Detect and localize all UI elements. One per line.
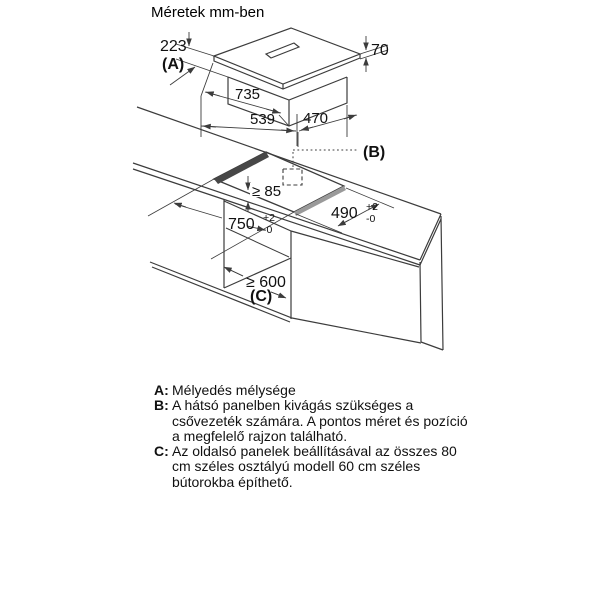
footnote-C-key: C: <box>154 443 169 460</box>
dim-750-tol-plus: +2 <box>263 212 275 224</box>
footnote-A-text: Mélyedés mélysége <box>172 382 296 398</box>
pipe-cutout-callout <box>283 132 357 185</box>
hob-drawing <box>170 28 388 146</box>
dim-490-label: 490 <box>331 205 358 222</box>
footnote-B <box>154 398 484 444</box>
dim-223-label: 223 <box>160 38 187 55</box>
cabinet-side-panel <box>421 216 443 350</box>
dim-85-label: ≥ 85 <box>252 183 282 200</box>
footnote-A-key: A: <box>154 382 169 398</box>
footnote-B-text: A hátsó panelben kivágás szükséges a csővezeték számára. A pontos méret és pozíció a megfelelő rajzon található. <box>172 397 468 444</box>
cabinet-door <box>291 231 421 342</box>
footnote-A <box>154 383 484 398</box>
cabinet-drawing <box>133 107 443 350</box>
pipe-cutout-dashed <box>283 169 302 185</box>
dim-735-label: 735 <box>235 86 261 103</box>
dim-470-label: 470 <box>303 110 329 127</box>
cutout-inner-back-wall <box>214 152 269 184</box>
dim-490-tol-minus: -0 <box>366 213 376 225</box>
dim-600-label: ≥ 600 <box>246 274 286 291</box>
dim-70-label: 70 <box>371 42 389 59</box>
dim-750-label: 750 <box>228 216 255 233</box>
footnote-C <box>154 444 484 490</box>
dim-C-key: (C) <box>250 288 273 305</box>
page-title: Méretek mm-ben <box>151 4 265 21</box>
dim-490-tol-plus: +2 <box>366 201 378 213</box>
footnote-B-key: B: <box>154 397 169 414</box>
footnote-C-text: Az oldalsó panelek beállításával az összes 80 cm széles osztályú modell 60 cm széles bútorokba építhető. <box>172 443 457 490</box>
hob-glass-top <box>214 28 360 84</box>
callout-B-label: (B) <box>363 144 386 161</box>
dim-A-key: (A) <box>162 56 185 73</box>
hob-vent-slot <box>266 43 299 58</box>
footnotes <box>154 383 484 490</box>
dim-539-label: 539 <box>250 111 276 128</box>
dim-750-tol-minus: -0 <box>263 224 273 236</box>
